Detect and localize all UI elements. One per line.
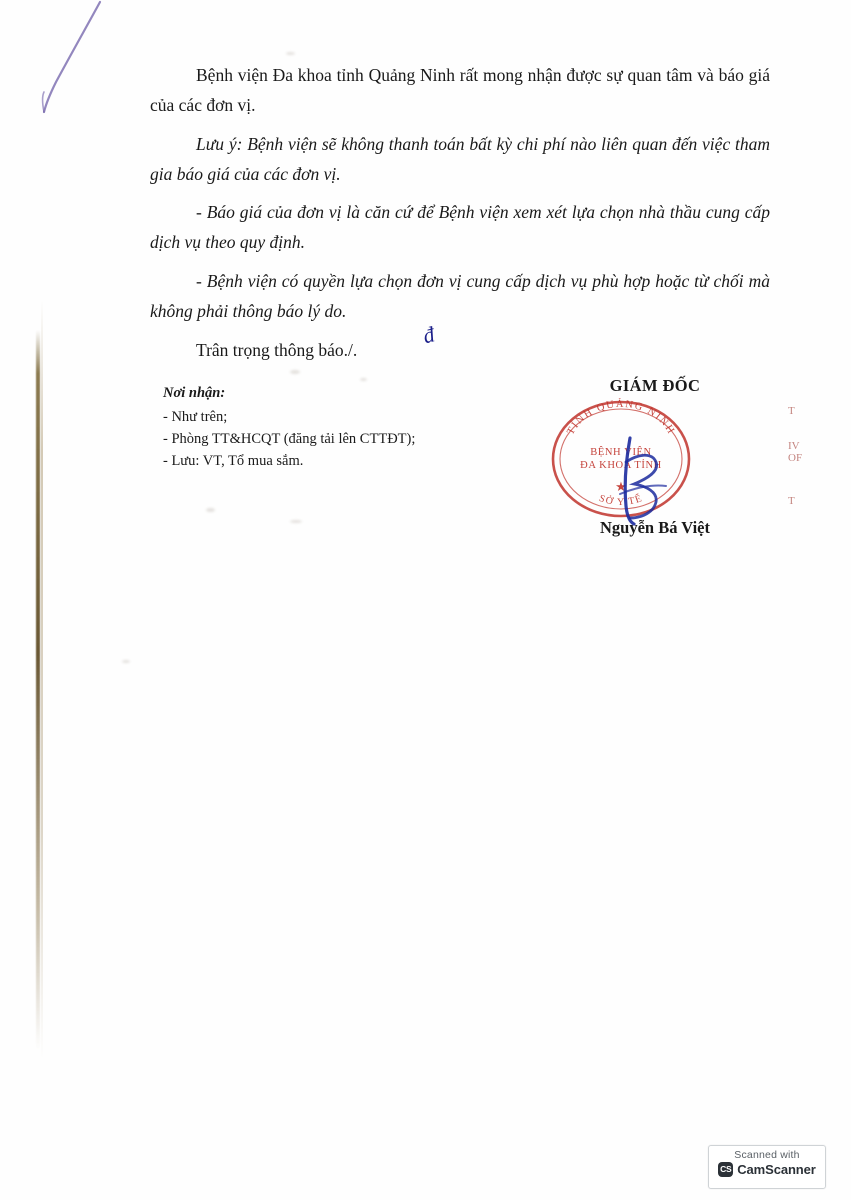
svg-text:SỞ Y TẾ: SỞ Y TẾ [597, 492, 645, 509]
closing-line [150, 321, 770, 361]
scan-smudge [122, 660, 130, 663]
margin-stamp-marks [788, 405, 828, 550]
recipients-block [163, 382, 415, 472]
paragraph-note: Lưu ý: Bệnh viện sẽ không thanh toán bất kỳ chi phí nào liên quan đến việc tham gia báo giá của các đơn vị. [150, 133, 770, 184]
document-body [150, 60, 770, 361]
margin-mark: T [788, 405, 795, 417]
svg-text:ĐA KHOA TỈNH: ĐA KHOA TỈNH [580, 460, 662, 471]
camscanner-logo-icon: CS [718, 1162, 733, 1177]
scanned-with-label: Scanned with [734, 1149, 800, 1161]
camscanner-watermark [708, 1145, 826, 1189]
paragraph-bullet-1: - Báo giá của đơn vị là căn cứ để Bệnh viện xem xét lựa chọn nhà thầu cung cấp dịch vụ theo quy định. [150, 202, 770, 253]
margin-mark: OF [788, 452, 803, 465]
scan-smudge [360, 378, 367, 381]
scan-smudge [206, 508, 215, 512]
svg-text:★: ★ [615, 479, 627, 494]
paragraph-intro: Bệnh viện Đa khoa tỉnh Quảng Ninh rất mong nhận được sự quan tâm và báo giá của các đơn vị. [150, 65, 770, 116]
signature-block [540, 376, 770, 538]
paragraph-bullet-2: - Bệnh viện có quyền lựa chọn đơn vị cung cấp dịch vụ phù hợp hoặc từ chối mà không phải thông báo lý do. [150, 270, 770, 321]
svg-text:TỈNH QUẢNG NINH: TỈNH QUẢNG NINH [565, 398, 677, 437]
scan-edge-artifact [36, 330, 40, 1050]
camscanner-brand [709, 1162, 825, 1177]
signer-name: Nguyễn Bá Việt [599, 518, 710, 537]
signer-title: GIÁM ĐỐC [609, 376, 701, 395]
scan-smudge [286, 52, 295, 55]
scan-edge-artifact-secondary [41, 300, 43, 1060]
handwritten-initials: đ [420, 321, 438, 349]
closing-text: Trân trọng thông báo./. [196, 340, 358, 361]
recipient-item: - Như trên; [163, 409, 228, 426]
margin-mark: T [788, 494, 795, 507]
recipient-item: - Phòng TT&HCQT (đăng tải lên CTTĐT); [163, 431, 416, 448]
margin-mark: IV [788, 439, 800, 452]
camscanner-brand-label: CamScanner [737, 1162, 816, 1177]
scan-smudge [290, 370, 300, 374]
svg-text:BỆNH VIỆN: BỆNH VIỆN [590, 447, 652, 458]
recipient-item: - Lưu: VT, Tổ mua sắm. [163, 453, 304, 470]
scan-smudge [290, 520, 302, 523]
pen-stroke-mark [28, 0, 118, 130]
recipients-title: Nơi nhận: [163, 385, 226, 401]
